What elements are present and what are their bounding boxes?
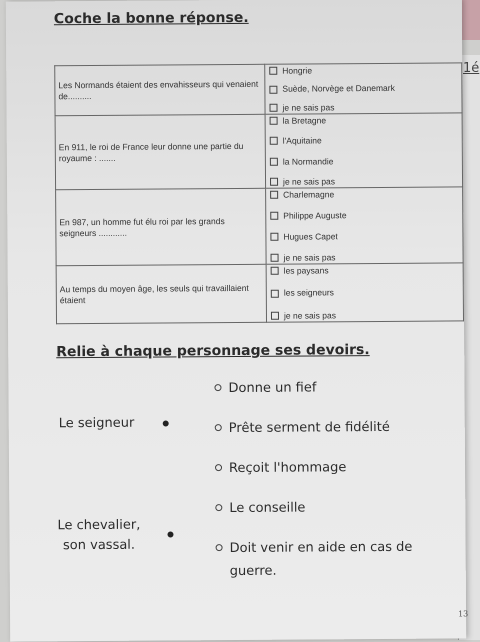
character-chevalier-line1: Le chevalier, (57, 517, 141, 534)
background-binder-edge (462, 0, 480, 40)
qcm-question: Au temps du moyen âge, les seuls qui travaillaient étaient (56, 264, 266, 323)
answer-option[interactable]: la Normandie (270, 156, 458, 166)
character-chevalier (57, 516, 140, 557)
checkbox-icon[interactable] (271, 266, 279, 274)
circle-bullet-icon[interactable] (215, 424, 222, 431)
checkbox-icon[interactable] (271, 254, 279, 262)
qcm-question: En 911, le roi de France leur donne une partie du royaume : ....... (55, 114, 266, 189)
qcm-question: Les Normands étaient des envahisseurs qui venaient de.......... (55, 64, 265, 115)
answer-option[interactable]: je ne sais pas (271, 310, 459, 320)
duty-item[interactable]: Le conseille (215, 498, 305, 521)
answer-option[interactable]: Suède, Norvège et Danemark (269, 84, 457, 94)
qcm-options (266, 187, 464, 264)
answer-option[interactable]: Hugues Capet (270, 231, 458, 241)
answer-option[interactable]: Charlemagne (270, 189, 458, 199)
checkbox-icon[interactable] (269, 85, 277, 93)
circle-bullet-icon[interactable] (215, 464, 222, 471)
qcm-question: En 987, un homme fut élu roi par les grands seigneurs ............ (56, 188, 267, 265)
checkbox-icon[interactable] (271, 289, 279, 297)
worksheet-page (6, 0, 469, 642)
checkbox-icon[interactable] (269, 66, 277, 74)
circle-bullet-icon[interactable] (214, 384, 221, 391)
connector-dot[interactable] (163, 420, 169, 426)
relie-heading: Relie à chaque personnage ses devoirs. (56, 342, 370, 361)
answer-option[interactable]: les seigneurs (271, 288, 459, 298)
qcm-row (56, 263, 463, 324)
checkbox-icon[interactable] (270, 137, 278, 145)
checkbox-icon[interactable] (270, 233, 278, 241)
qcm-row (56, 187, 464, 266)
duty-item[interactable]: Doit venir en aide en cas de guerre. (216, 537, 445, 584)
qcm-table (54, 62, 464, 324)
answer-option[interactable]: les paysans (271, 265, 459, 275)
answer-option[interactable]: je ne sais pas (271, 252, 459, 262)
answer-option[interactable]: Hongrie (269, 65, 457, 75)
adjacent-page-text: 1é (463, 61, 480, 76)
answer-option[interactable]: Philippe Auguste (270, 210, 458, 220)
checkbox-icon[interactable] (270, 190, 278, 198)
answer-option[interactable]: l'Aquitaine (270, 135, 458, 145)
checkbox-icon[interactable] (270, 116, 278, 124)
answer-option[interactable]: je ne sais pas (269, 102, 457, 112)
qcm-options (265, 63, 462, 114)
checkbox-icon[interactable] (271, 312, 279, 320)
answer-option[interactable]: je ne sais pas (270, 176, 458, 186)
checkbox-icon[interactable] (269, 104, 277, 112)
answer-option[interactable]: la Bretagne (270, 115, 458, 125)
qcm-row (55, 63, 462, 116)
circle-bullet-icon[interactable] (216, 544, 223, 551)
duty-item[interactable]: Prête serment de fidélité (215, 417, 390, 441)
character-seigneur: Le seigneur (58, 415, 135, 432)
connector-dot[interactable] (167, 531, 173, 537)
qcm-options (265, 113, 463, 188)
qcm-heading: Coche la bonne réponse. (53, 9, 249, 28)
checkbox-icon[interactable] (270, 157, 278, 165)
checkbox-icon[interactable] (270, 212, 278, 220)
duty-item[interactable]: Reçoit l'hommage (215, 457, 346, 481)
checkbox-icon[interactable] (270, 178, 278, 186)
character-chevalier-line2: son vassal. (62, 537, 136, 554)
qcm-options (266, 263, 463, 322)
circle-bullet-icon[interactable] (215, 504, 222, 511)
qcm-row (55, 113, 463, 190)
page-number: 13 (458, 609, 469, 619)
duty-item[interactable]: Donne un fief (214, 377, 316, 400)
